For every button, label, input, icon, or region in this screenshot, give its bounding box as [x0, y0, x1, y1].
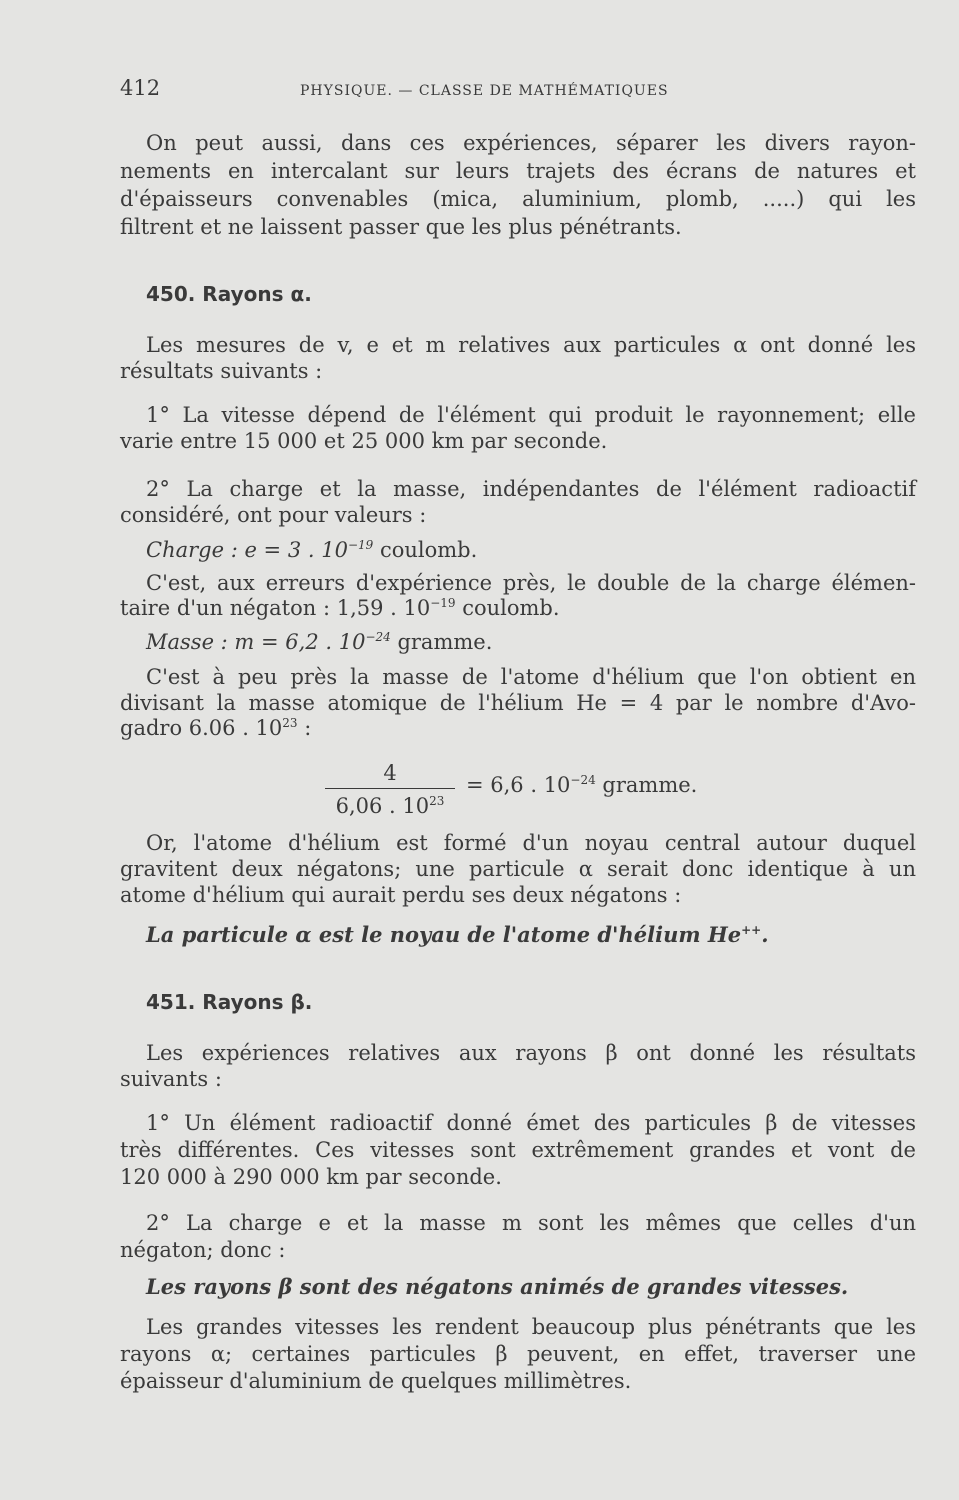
- mass-formula: Masse : m = 6,2 . $10^{-24}$ gramme.: [146, 630, 493, 654]
- s451-point1-line-2: très différentes. Ces vitesses sont extrêmement grandes et vont de: [120, 1138, 916, 1162]
- mass-note-line-3: gadro 6.06 . $10^{23}$ :: [120, 716, 312, 740]
- charge-note-line-1: C'est, aux erreurs d'expérience près, le double de la charge élémen-: [146, 571, 916, 595]
- fraction-numerator: 4: [383, 761, 397, 785]
- section-451-heading: 451. Rayons β.: [146, 990, 313, 1014]
- s450-point1-line-2: varie entre 15 000 et 25 000 km par seconde.: [120, 429, 608, 453]
- page-number: 412: [120, 76, 161, 100]
- s451-closing-line-2: rayons α; certaines particules β peuvent, en effet, traverser une: [120, 1342, 916, 1366]
- s450-intro-line-2: résultats suivants :: [120, 359, 323, 383]
- mass-note-line-1: C'est à peu près la masse de l'atome d'hélium que l'on obtient en: [146, 665, 916, 689]
- s450-point2-line-1: 2° La charge et la masse, indépendantes de l'élément radioactif: [146, 477, 916, 501]
- running-title: PHYSIQUE. — CLASSE DE MATHÉMATIQUES: [300, 83, 669, 99]
- s451-point1-line-1: 1° Un élément radioactif donné émet des particules β de vitesses: [146, 1111, 916, 1135]
- s451-intro-line-1: Les expériences relatives aux rayons β ont donné les résultats: [146, 1041, 916, 1065]
- s450-conclusion-line-3: atome d'hélium qui aurait perdu ses deux négatons :: [120, 883, 682, 907]
- intro-line-1: On peut aussi, dans ces expériences, séparer les divers rayon-: [146, 131, 916, 155]
- section-451-theorem: Les rayons β sont des négatons animés de grandes vitesses.: [146, 1274, 849, 1299]
- s451-point2-line-2: négaton; donc :: [120, 1238, 286, 1262]
- s451-closing-line-1: Les grandes vitesses les rendent beaucoup plus pénétrants que les: [146, 1315, 916, 1339]
- s450-conclusion-line-2: gravitent deux négatons; une particule α serait donc identique à un: [120, 857, 916, 881]
- s450-intro-line-1: Les mesures de v, e et m relatives aux particules α ont donné les: [146, 333, 916, 357]
- fraction-result: = 6,6 . $10^{-24}$ gramme.: [466, 773, 698, 797]
- intro-line-3: d'épaisseurs convenables (mica, aluminium, plomb, .....) qui les: [120, 187, 916, 211]
- s450-conclusion-line-1: Or, l'atome d'hélium est formé d'un noyau central autour duquel: [146, 831, 916, 855]
- intro-line-4: filtrent et ne laissent passer que les plus pénétrants.: [120, 215, 682, 239]
- fraction-denominator: 6,06 . $10^{23}$: [335, 794, 445, 818]
- fraction: [325, 760, 455, 819]
- s451-point2-line-1: 2° La charge e et la masse m sont les mêmes que celles d'un: [146, 1211, 916, 1235]
- s451-point1-line-3: 120 000 à 290 000 km par seconde.: [120, 1165, 502, 1189]
- charge-formula: Charge : e = 3 . $10^{-19}$ coulomb.: [146, 538, 478, 562]
- s450-point2-line-2: considéré, ont pour valeurs :: [120, 503, 427, 527]
- section-450-theorem: La particule α est le noyau de l'atome d'hélium He++.: [146, 922, 769, 947]
- fraction-bar: [325, 788, 455, 789]
- section-450-heading: 450. Rayons α.: [146, 282, 312, 306]
- mass-note-line-2: divisant la masse atomique de l'hélium He = 4 par le nombre d'Avo-: [120, 691, 916, 715]
- s451-closing-line-3: épaisseur d'aluminium de quelques millimètres.: [120, 1369, 632, 1393]
- s450-point1-line-1: 1° La vitesse dépend de l'élément qui produit le rayonnement; elle: [146, 403, 916, 427]
- s451-intro-line-2: suivants :: [120, 1067, 222, 1091]
- intro-line-2: nements en intercalant sur leurs trajets des écrans de natures et: [120, 159, 916, 183]
- charge-note-line-2: taire d'un négaton : 1,59 . $10^{-19}$ coulomb.: [120, 596, 560, 620]
